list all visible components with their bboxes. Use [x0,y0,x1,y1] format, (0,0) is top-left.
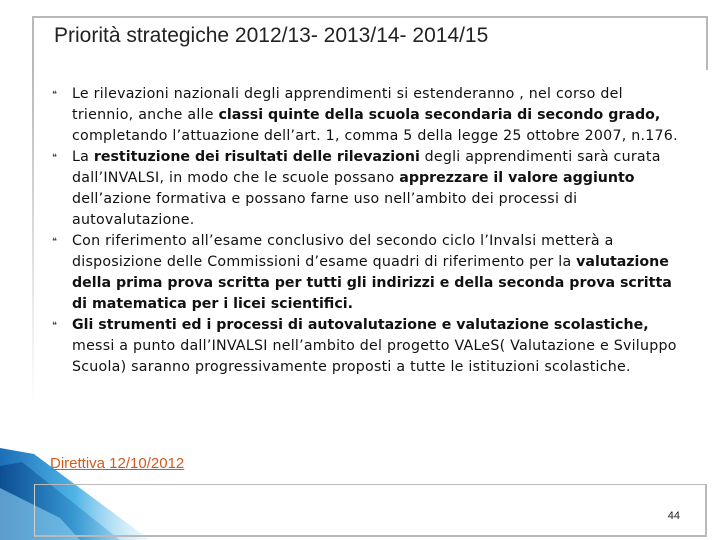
slide-title: Priorità strategiche 2012/13- 2013/14- 2014/15 [54,24,489,47]
footer-frame [34,484,707,537]
bold-text: Gli strumenti ed i processi di autovalutazione e valutazione scolastiche, [72,317,649,333]
body-text: messi a punto dall’INVALSI nell’ambito del progetto VALeS( Valutazione e Sviluppo Scuola) saranno progressivamente proposti a tutte le istituzioni scolastiche. [72,338,677,375]
bullet-item [52,315,684,378]
bullet-item [52,147,684,231]
bold-text: apprezzare il valore aggiunto [399,170,635,186]
body-text: dell’azione formativa e possano farne uso nell’ambito dei processi di autovalutazione. [72,191,578,228]
bullet-icon: ❝ [52,237,58,247]
body-text: Con riferimento all’esame conclusivo del secondo ciclo l’Invalsi metterà a disposizione delle Commissioni d’esame quadri di riferimento per la [72,233,614,270]
bold-text: restituzione dei risultati delle rilevazioni [93,149,420,165]
left-divider [32,68,34,408]
bullet-list [52,84,684,378]
bullet-icon: ❝ [52,90,58,100]
body-text: La [72,149,94,165]
bullet-item [52,231,684,315]
bold-text: classi quinte della scuola secondaria di secondo grado, [218,107,661,123]
bullet-item [52,84,684,147]
body-text: completando l’attuazione dell’art. 1, comma 5 della legge 25 ottobre 2007, n.176. [72,128,678,144]
bullet-icon: ❝ [52,153,58,163]
directive-link[interactable]: Direttiva 12/10/2012 [50,455,185,472]
page-number: 44 [667,510,680,522]
bullet-icon: ❝ [52,321,58,331]
bold-text: valutazione della prima prova scritta per tutti gli indirizzi e della seconda prova scritta di matematica per i licei scientifici. [72,254,672,312]
body-text: Le rilevazioni nazionali degli apprendimenti si estenderanno , nel corso del triennio, anche alle [72,86,623,123]
body-text: degli apprendimenti sarà curata dall’INVALSI, in modo che le scuole possano [72,149,661,186]
